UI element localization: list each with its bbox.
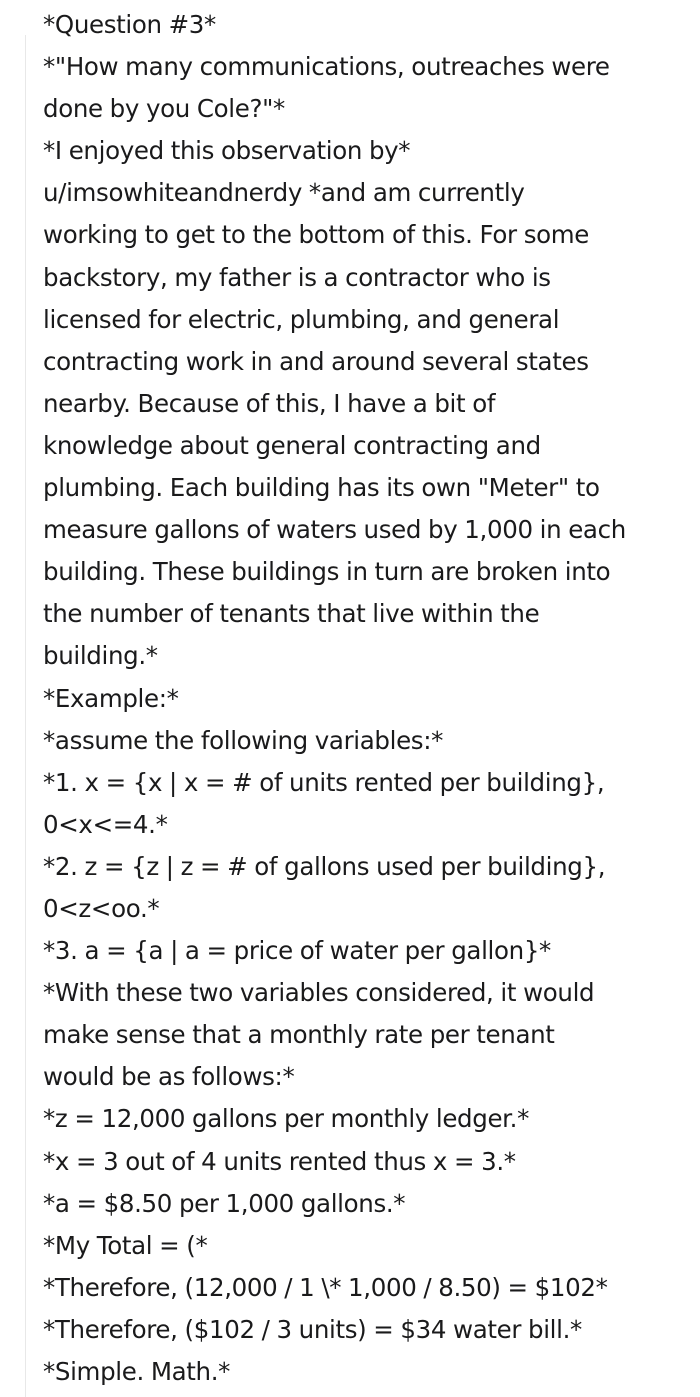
calculation-line: *a = $8.50 per 1,000 gallons.* xyxy=(43,1188,406,1218)
paragraph-line: the number of tenants that live within the xyxy=(43,599,540,629)
variable-definition: *2. z = {z | z = # of gallons used per building}, xyxy=(43,851,606,881)
variable-definition: 0<x<=4.* xyxy=(43,809,168,839)
calculation-line: *z = 12,000 gallons per monthly ledger.* xyxy=(43,1104,529,1134)
question-quote-line: done by you Cole?"* xyxy=(43,94,285,124)
paragraph-line: measure gallons of waters used by 1,000 in each xyxy=(43,515,626,545)
paragraph-line: building. These buildings in turn are broken into xyxy=(43,557,611,587)
paragraph-line: plumbing. Each building has its own "Meter" to xyxy=(43,473,600,503)
variable-definition: *1. x = {x | x = # of units rented per building}, xyxy=(43,767,605,797)
variable-definition: 0<z<oo.* xyxy=(43,893,160,923)
paragraph-line: *With these two variables considered, it would xyxy=(43,978,595,1008)
paragraph-line: building.* xyxy=(43,641,158,671)
closing-line: *Simple. Math.* xyxy=(43,1357,231,1386)
paragraph-line: backstory, my father is a contractor who is xyxy=(43,262,551,292)
paragraph-line: would be as follows:* xyxy=(43,1062,295,1092)
paragraph-line: nearby. Because of this, I have a bit of xyxy=(43,388,496,418)
paragraph-line: knowledge about general contracting and xyxy=(43,430,541,460)
example-heading: *Example:* xyxy=(43,683,179,713)
calculation-line: *Therefore, ($102 / 3 units) = $34 water bill.* xyxy=(43,1314,582,1344)
question-heading: *Question #3* xyxy=(43,10,216,39)
variable-definition: *3. a = {a | a = price of water per gallon}* xyxy=(43,936,551,966)
thread-line xyxy=(25,35,26,1397)
comment-body xyxy=(43,4,693,1393)
paragraph-line: working to get to the bottom of this. For some xyxy=(43,220,589,250)
question-quote-line: *"How many communications, outreaches were xyxy=(43,52,610,82)
calculation-line: *My Total = (* xyxy=(43,1230,208,1260)
variables-intro: *assume the following variables:* xyxy=(43,725,444,755)
paragraph-line: u/imsowhiteandnerdy *and am currently xyxy=(43,178,525,208)
paragraph-line: licensed for electric, plumbing, and general xyxy=(43,304,560,334)
paragraph-line: *I enjoyed this observation by* xyxy=(43,136,411,166)
paragraph-line: contracting work in and around several states xyxy=(43,346,589,376)
calculation-line: *Therefore, (12,000 / 1 \* 1,000 / 8.50) = $102* xyxy=(43,1272,608,1302)
paragraph-line: make sense that a monthly rate per tenant xyxy=(43,1020,555,1050)
calculation-line: *x = 3 out of 4 units rented thus x = 3.* xyxy=(43,1146,516,1176)
